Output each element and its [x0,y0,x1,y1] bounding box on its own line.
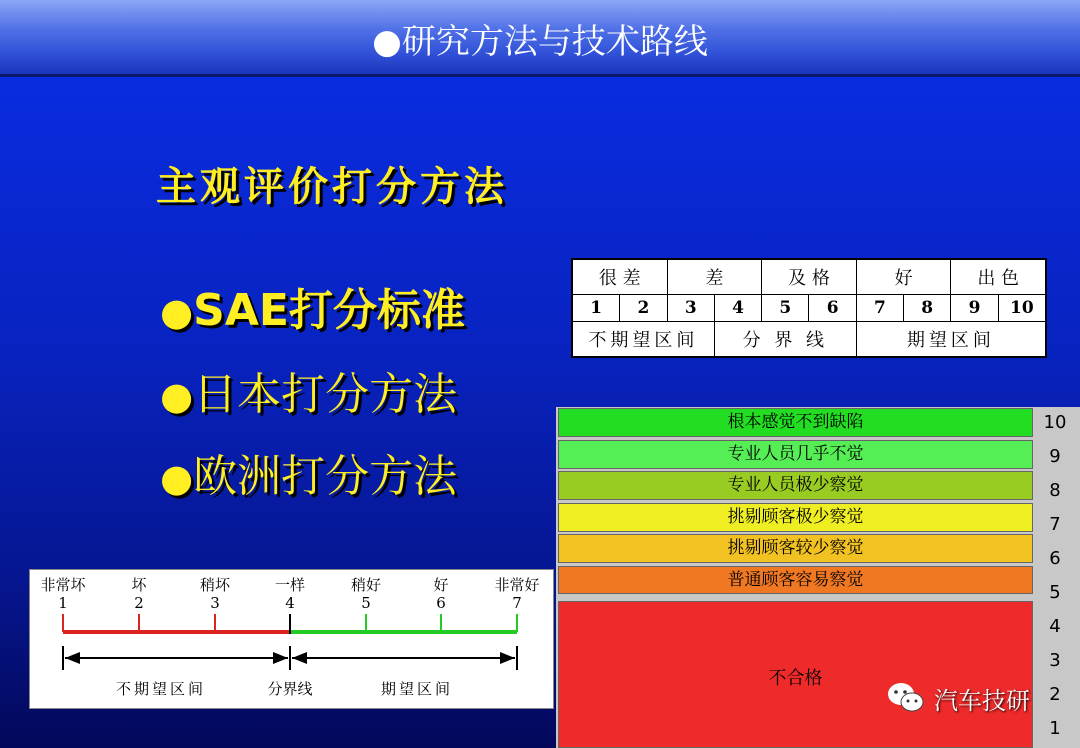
europe-rating-scale [29,569,554,709]
section-subtitle: 主观评价打分方法 [156,164,508,210]
page-title: ●研究方法与技术路线 [372,22,708,62]
score-cell: 3 [667,294,714,321]
scale-number: 9 [1049,446,1061,467]
scale-number: 7 [512,594,522,612]
grade-cell: 好 [856,260,951,295]
scale-number: 1 [1049,718,1061,739]
scale-label: 稍坏 [199,576,231,594]
scale-number: 10 [1043,412,1067,433]
scale-number: 6 [1049,548,1061,569]
scale-label: 好 [433,576,449,594]
scale-bar: 根本感觉不到缺陷 [558,408,1033,437]
arrow-head [273,652,288,664]
grade-cell: 出 色 [951,260,1046,295]
scale-number: 5 [361,594,371,612]
scale-number: 7 [1049,514,1061,535]
scale-label: 一样 [274,576,306,594]
score-cell: 9 [951,294,998,321]
scale-bar: 挑剔顾客极少察觉 [558,503,1033,532]
method-label: SAE打分标准 [193,285,465,336]
method-label: 日本打分方法 [193,369,458,420]
scale-number: 8 [1049,480,1061,501]
scale-number: 3 [1049,650,1061,671]
scale-bar: 专业人员几乎不觉 [558,440,1033,469]
watermark [886,680,1030,716]
method-bullet: ● [160,456,194,500]
score-cell: 4 [714,294,761,321]
grade-cell: 很 差 [573,260,668,295]
scale-number: 1 [58,594,68,612]
score-cell: 1 [573,294,620,321]
scale-bar: 挑剔顾客较少察觉 [558,534,1033,563]
zone-cell: 不期望区间 [573,322,715,357]
scale-label: 稍好 [350,576,382,594]
scale-number: 4 [285,594,295,612]
zone-cell: 分 界 线 [714,322,856,357]
zone-cell: 期望区间 [856,322,1045,357]
score-cell: 5 [762,294,809,321]
scale-bar: 普通顾客容易察觉 [558,566,1033,594]
score-cell: 8 [904,294,951,321]
sae-rating-table [571,258,1047,358]
method-europe [160,440,457,504]
scale-number: 2 [1049,684,1061,705]
scale-label: 非常好 [494,576,540,594]
scale-number: 5 [1049,582,1061,603]
scale-label: 非常坏 [40,576,86,594]
fail-zone: 不合格 [558,601,1033,748]
method-sae [160,274,465,338]
scale-number: 2 [134,594,144,612]
header-bar [0,0,1080,77]
watermark-text: 汽车技研 [934,686,1030,715]
grade-cell: 差 [667,260,762,295]
method-label: 欧洲打分方法 [193,451,458,502]
score-cell: 6 [809,294,856,321]
zone-label: 分界线 [267,680,313,698]
wechat-icon [886,681,926,715]
scale-number: 4 [1049,616,1061,637]
scale-number: 6 [436,594,446,612]
zone-label: 期望区间 [380,680,454,698]
zone-label: 不期望区间 [115,680,207,698]
grade-cell: 及 格 [762,260,857,295]
score-cell: 10 [998,294,1045,321]
method-bullet: ● [160,374,194,418]
scale-number: 3 [210,594,220,612]
score-cell: 2 [620,294,667,321]
scale-label: 坏 [131,576,147,594]
method-bullet: ● [160,290,194,334]
arrow-head [500,652,515,664]
score-cell: 7 [856,294,903,321]
arrow-head [292,652,307,664]
method-japan [160,358,457,422]
arrow-head [65,652,80,664]
scale-bar: 专业人员极少察觉 [558,471,1033,500]
